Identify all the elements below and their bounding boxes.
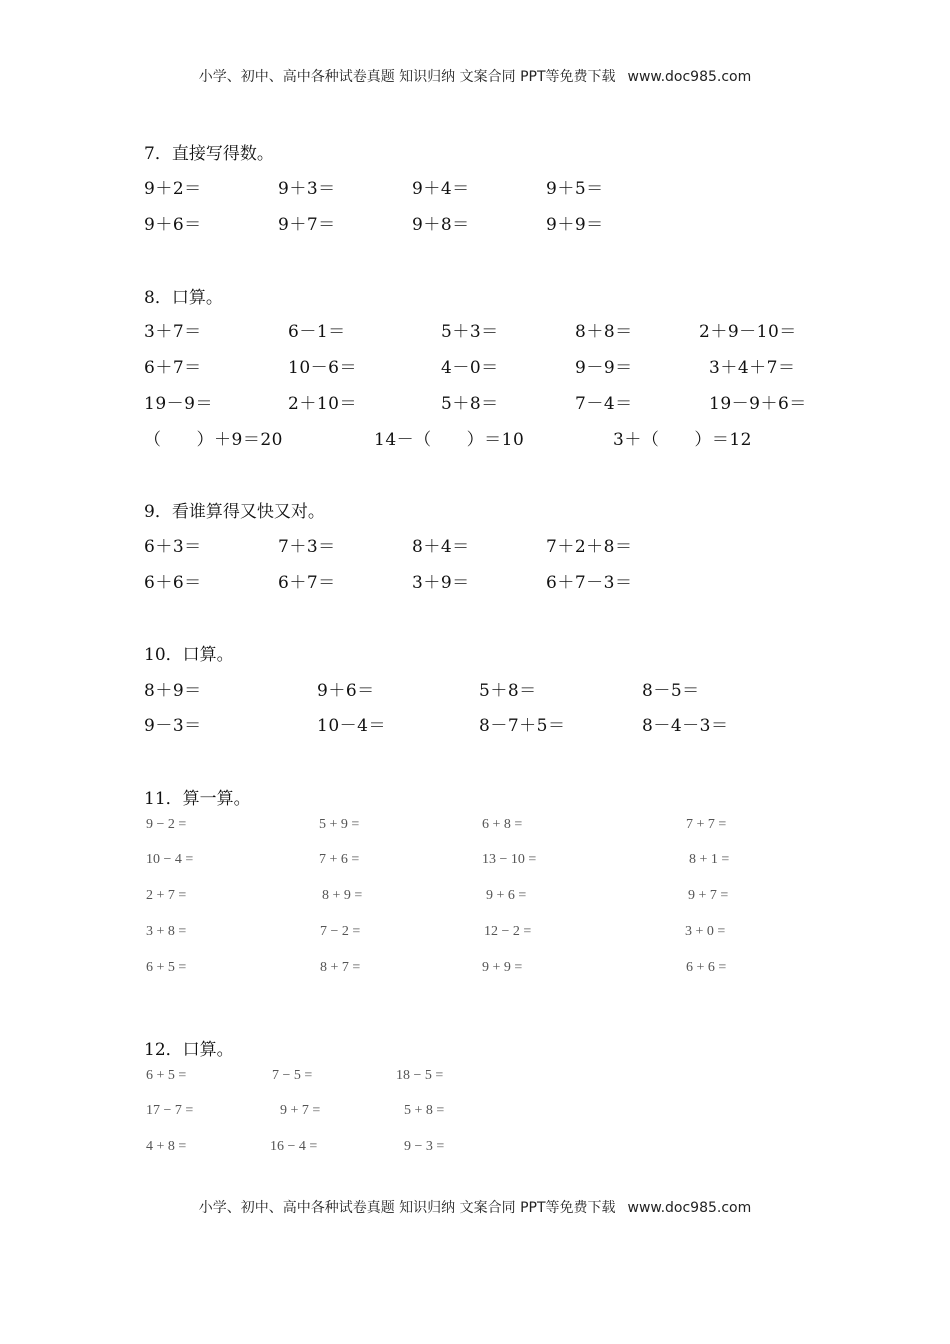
q10-row xyxy=(0,676,950,700)
q8-item: 3＋4＋7＝ xyxy=(709,358,796,378)
footer-site: www.doc985.com xyxy=(627,1200,752,1216)
q11-item: 7 + 6 = xyxy=(319,852,360,867)
q10-item: 9＋6＝ xyxy=(317,681,375,701)
q8-blank-item: （ ）＋9＝20 xyxy=(144,430,283,450)
q12-row xyxy=(0,1068,950,1092)
q12-item: 16 − 4 = xyxy=(270,1139,318,1154)
q11-row xyxy=(0,924,950,948)
q7-item: 9＋3＝ xyxy=(278,179,336,199)
q8-item: 19－9＋6＝ xyxy=(709,394,807,414)
q11-item: 10 − 4 = xyxy=(146,852,194,867)
q11-item: 12 − 2 = xyxy=(484,924,532,939)
q8-item: 2＋10＝ xyxy=(288,394,357,414)
q7-item: 9＋6＝ xyxy=(144,215,202,235)
q8-item: 9－9＝ xyxy=(575,358,633,378)
q8-item: 2＋9－10＝ xyxy=(699,322,797,342)
q11-item: 9 + 7 = xyxy=(688,888,729,903)
q8-item: 8＋8＝ xyxy=(575,322,633,342)
q9-title: 9．看谁算得又快又对。 xyxy=(144,502,325,522)
q7-item: 9＋8＝ xyxy=(412,215,470,235)
header-site: www.doc985.com xyxy=(627,69,752,85)
q12-item: 4 + 8 = xyxy=(146,1139,187,1154)
q8-item: 10－6＝ xyxy=(288,358,357,378)
q8-item: 6＋7＝ xyxy=(144,358,202,378)
q12-item: 6 + 5 = xyxy=(146,1068,187,1083)
q7-item: 9＋4＝ xyxy=(412,179,470,199)
q10-item: 9－3＝ xyxy=(144,716,202,736)
q7-row xyxy=(0,174,950,198)
q10-item: 8－4－3＝ xyxy=(642,716,729,736)
q11-row xyxy=(0,888,950,912)
q11-item: 8 + 9 = xyxy=(322,888,363,903)
q10-item: 8－5＝ xyxy=(642,681,700,701)
q11-item: 13 − 10 = xyxy=(482,852,537,867)
q8-item: 6－1＝ xyxy=(288,322,346,342)
q7-item: 9＋7＝ xyxy=(278,215,336,235)
q11-title: 11．算一算。 xyxy=(144,789,251,809)
q8-item: 4－0＝ xyxy=(441,358,499,378)
q12-item: 17 − 7 = xyxy=(146,1103,194,1118)
q7-item: 9＋9＝ xyxy=(546,215,604,235)
q11-item: 6 + 6 = xyxy=(686,960,727,975)
q8-item: 3＋7＝ xyxy=(144,322,202,342)
q10-item: 5＋8＝ xyxy=(479,681,537,701)
q12-item: 18 − 5 = xyxy=(396,1068,444,1083)
q8-blank-row xyxy=(0,425,950,449)
q11-item: 7 − 2 = xyxy=(320,924,361,939)
page-header xyxy=(0,66,950,86)
q7-row xyxy=(0,210,950,234)
q8-blank-item: 14－（ ）＝10 xyxy=(374,430,525,450)
q10-item: 8＋9＝ xyxy=(144,681,202,701)
q11-row xyxy=(0,817,950,841)
q8-title: 8．口算。 xyxy=(144,288,223,308)
q11-item: 3 + 8 = xyxy=(146,924,187,939)
q8-blank-item: 3＋（ ）＝12 xyxy=(613,430,752,450)
q12-title: 12．口算。 xyxy=(144,1040,234,1060)
q8-item: 5＋8＝ xyxy=(441,394,499,414)
q11-item: 3 + 0 = xyxy=(685,924,726,939)
q12-row xyxy=(0,1103,950,1127)
q11-item: 8 + 7 = xyxy=(320,960,361,975)
q12-item: 9 + 7 = xyxy=(280,1103,321,1118)
q8-item: 7－4＝ xyxy=(575,394,633,414)
q9-item: 6＋7＝ xyxy=(278,573,336,593)
q11-item: 7 + 7 = xyxy=(686,817,727,832)
q9-item: 3＋9＝ xyxy=(412,573,470,593)
header-text: 小学、初中、高中各种试卷真题 知识归纳 文案合同 PPT等免费下载 xyxy=(198,69,616,85)
q8-row xyxy=(0,353,950,377)
q11-item: 9 − 2 = xyxy=(146,817,187,832)
q11-item: 2 + 7 = xyxy=(146,888,187,903)
q7-item: 9＋5＝ xyxy=(546,179,604,199)
q8-row xyxy=(0,389,950,413)
q9-row xyxy=(0,568,950,592)
q9-row xyxy=(0,532,950,556)
q11-item: 9 + 9 = xyxy=(482,960,523,975)
q9-item: 6＋3＝ xyxy=(144,537,202,557)
q7-item: 9＋2＝ xyxy=(144,179,202,199)
page-footer xyxy=(0,1197,950,1217)
q9-item: 6＋7－3＝ xyxy=(546,573,633,593)
q11-row xyxy=(0,852,950,876)
q12-row xyxy=(0,1139,950,1163)
q12-item: 5 + 8 = xyxy=(404,1103,445,1118)
q9-item: 7＋3＝ xyxy=(278,537,336,557)
q10-item: 10－4＝ xyxy=(317,716,386,736)
q8-item: 5＋3＝ xyxy=(441,322,499,342)
q11-item: 6 + 8 = xyxy=(482,817,523,832)
q8-item: 19－9＝ xyxy=(144,394,213,414)
q10-row xyxy=(0,711,950,735)
q7-title: 7．直接写得数。 xyxy=(144,144,274,164)
q11-item: 5 + 9 = xyxy=(319,817,360,832)
q8-row xyxy=(0,317,950,341)
q11-item: 9 + 6 = xyxy=(486,888,527,903)
q10-title: 10．口算。 xyxy=(144,645,234,665)
q11-item: 6 + 5 = xyxy=(146,960,187,975)
q11-row xyxy=(0,960,950,984)
q12-item: 9 − 3 = xyxy=(404,1139,445,1154)
q10-item: 8－7＋5＝ xyxy=(479,716,566,736)
footer-text: 小学、初中、高中各种试卷真题 知识归纳 文案合同 PPT等免费下载 xyxy=(198,1200,616,1216)
q11-item: 8 + 1 = xyxy=(689,852,730,867)
q9-item: 6＋6＝ xyxy=(144,573,202,593)
q12-item: 7 − 5 = xyxy=(272,1068,313,1083)
q9-item: 7＋2＋8＝ xyxy=(546,537,633,557)
q9-item: 8＋4＝ xyxy=(412,537,470,557)
